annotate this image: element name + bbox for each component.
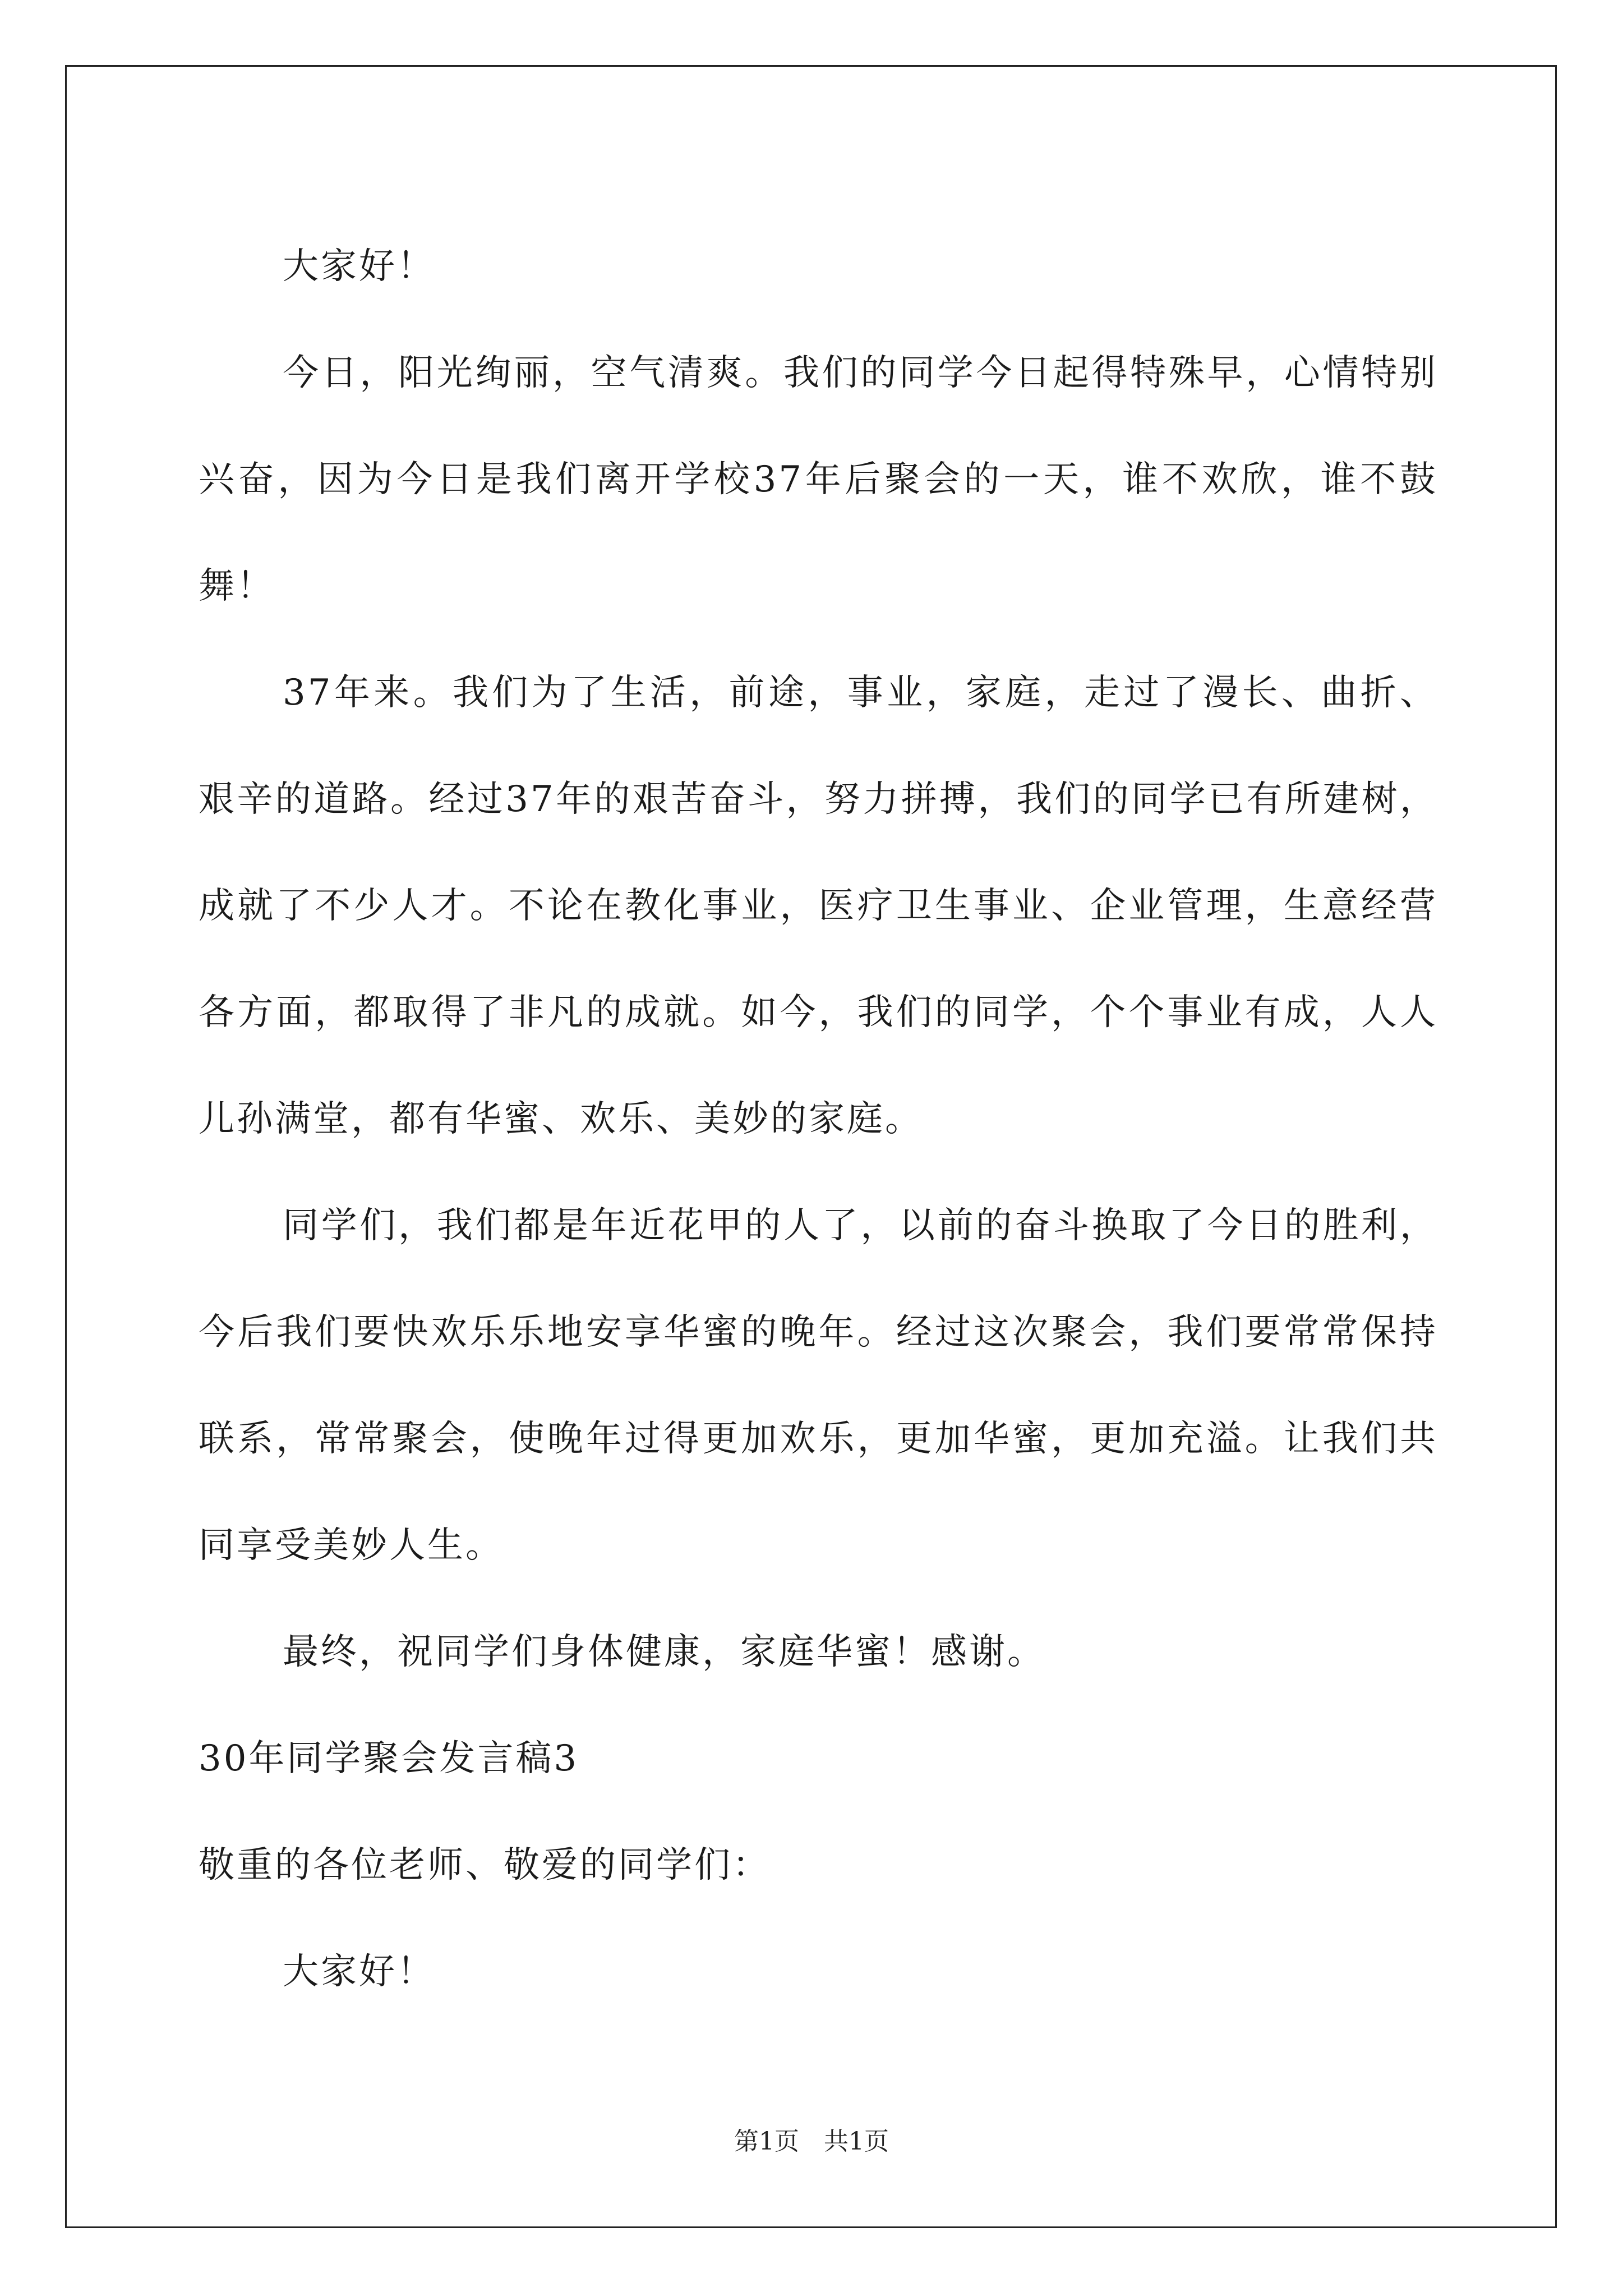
body-paragraph: 同学们，我们都是年近花甲的人了，以前的奋斗换取了今日的胜利，今后我们要快欢乐乐地安享华蜜的晚年。经过这次聚会，我们要常常保持联系，常常聚会，使晚年过得更加欢乐，更加华蜜，更加充溢。让我们共同享受美妙人生。: [199, 1205, 1438, 1566]
closing-paragraph: 最终，祝同学们身体健康，家庭华蜜！感谢。: [283, 1631, 1045, 1673]
document-body: [199, 213, 1438, 2025]
greeting-paragraph: 大家好！: [283, 1951, 435, 1993]
body-paragraph: 今日，阳光绚丽，空气清爽。我们的同学今日起得特殊早，心情特别兴奋，因为今日是我们离开学校37年后聚会的一天，谁不欢欣，谁不鼓舞！: [199, 352, 1438, 607]
salutation: 敬重的各位老师、敬爱的同学们：: [199, 1844, 771, 1886]
section-heading: 30年同学聚会发言稿3: [199, 1738, 579, 1779]
page-number-footer: 第1页 共1页: [734, 2127, 889, 2156]
body-paragraph: 37年来。我们为了生活，前途，事业，家庭，走过了漫长、曲折、艰辛的道路。经过37年的艰苦奋斗，努力拼搏，我们的同学已有所建树，成就了不少人才。不论在教化事业，医疗卫生事业、企业管理，生意经营各方面，都取得了非凡的成就。如今，我们的同学，个个事业有成，人人儿孙满堂，都有华蜜、欢乐、美妙的家庭。: [199, 672, 1438, 1140]
greeting-paragraph: 大家好！: [283, 246, 435, 287]
